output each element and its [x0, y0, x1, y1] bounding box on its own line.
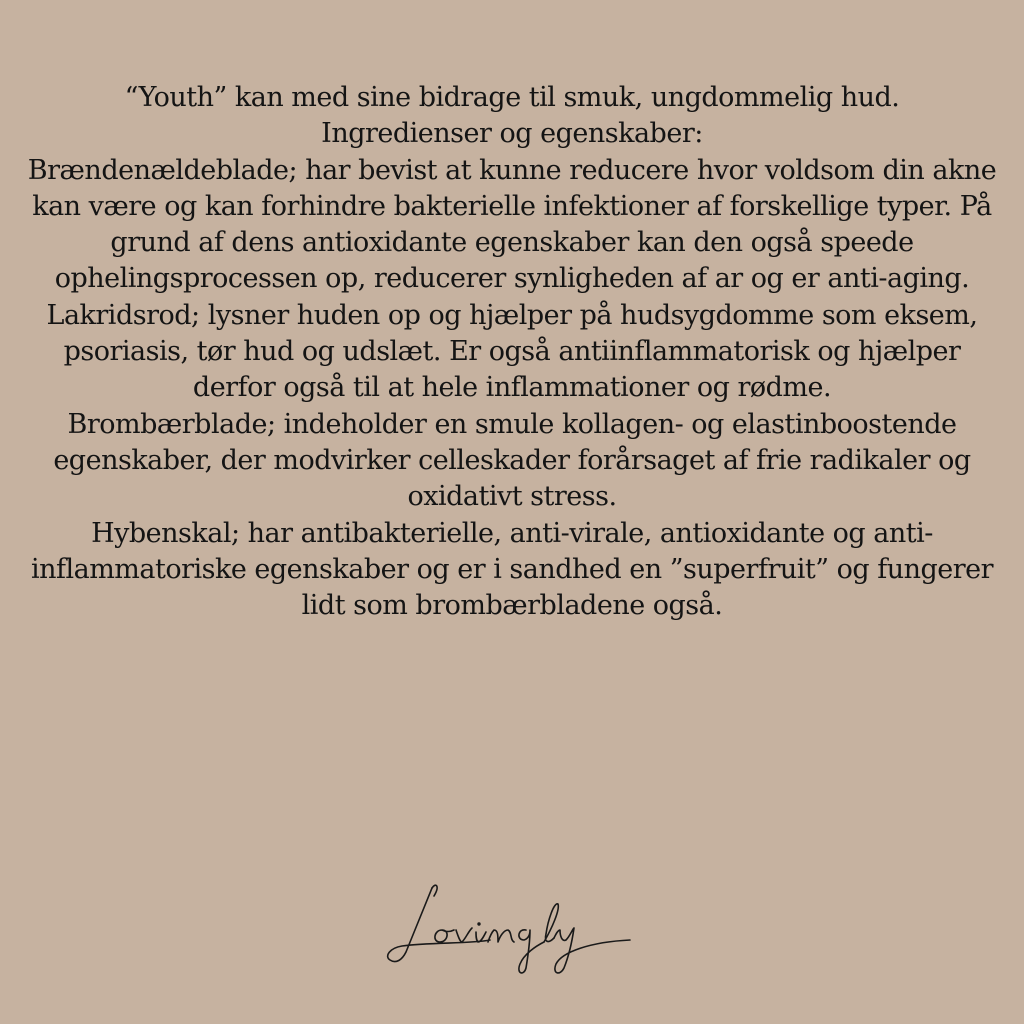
- intro-line: “Youth” kan med sine bidrage til smuk, ungdommelig hud.: [124, 82, 900, 113]
- ingredient-paragraph-licorice: Lakridsrod; lysner huden op og hjælper på hudsygdomme som eksem, psoriasis, tør hud og udslæt. Er også antiinflammatorisk og hjælper derfor også til at hele inflammationer og rødme.: [46, 299, 978, 404]
- ingredients-heading: Ingredienser og egenskaber:: [321, 118, 703, 150]
- ingredient-paragraph-rosehip: Hybenskal; har antibakterielle, anti-virale, antioxidante og anti-inflammatoriske egenskaber og er i sandhed en ”superfruit” og fungerer lidt som brombærbladene også.: [30, 517, 994, 622]
- description-text: [20, 80, 1004, 624]
- ingredient-paragraph-nettle: Brændenældeblade; har bevist at kunne reducere hvor voldsom din akne kan være og kan forhindre bakterielle infektioner af forskellige typer. På grund af dens antioxidante egenskaber kan den også speede ophelingsprocessen op, reducerer synligheden af ar og er anti-aging.: [27, 154, 997, 295]
- ingredient-paragraph-blackberry: Brombærblade; indeholder en smule kollagen- og elastinboostende egenskaber, der modvirker celleskader forårsaget af frie radikaler og oxidativt stress.: [53, 408, 971, 513]
- signature-logo: [380, 880, 645, 980]
